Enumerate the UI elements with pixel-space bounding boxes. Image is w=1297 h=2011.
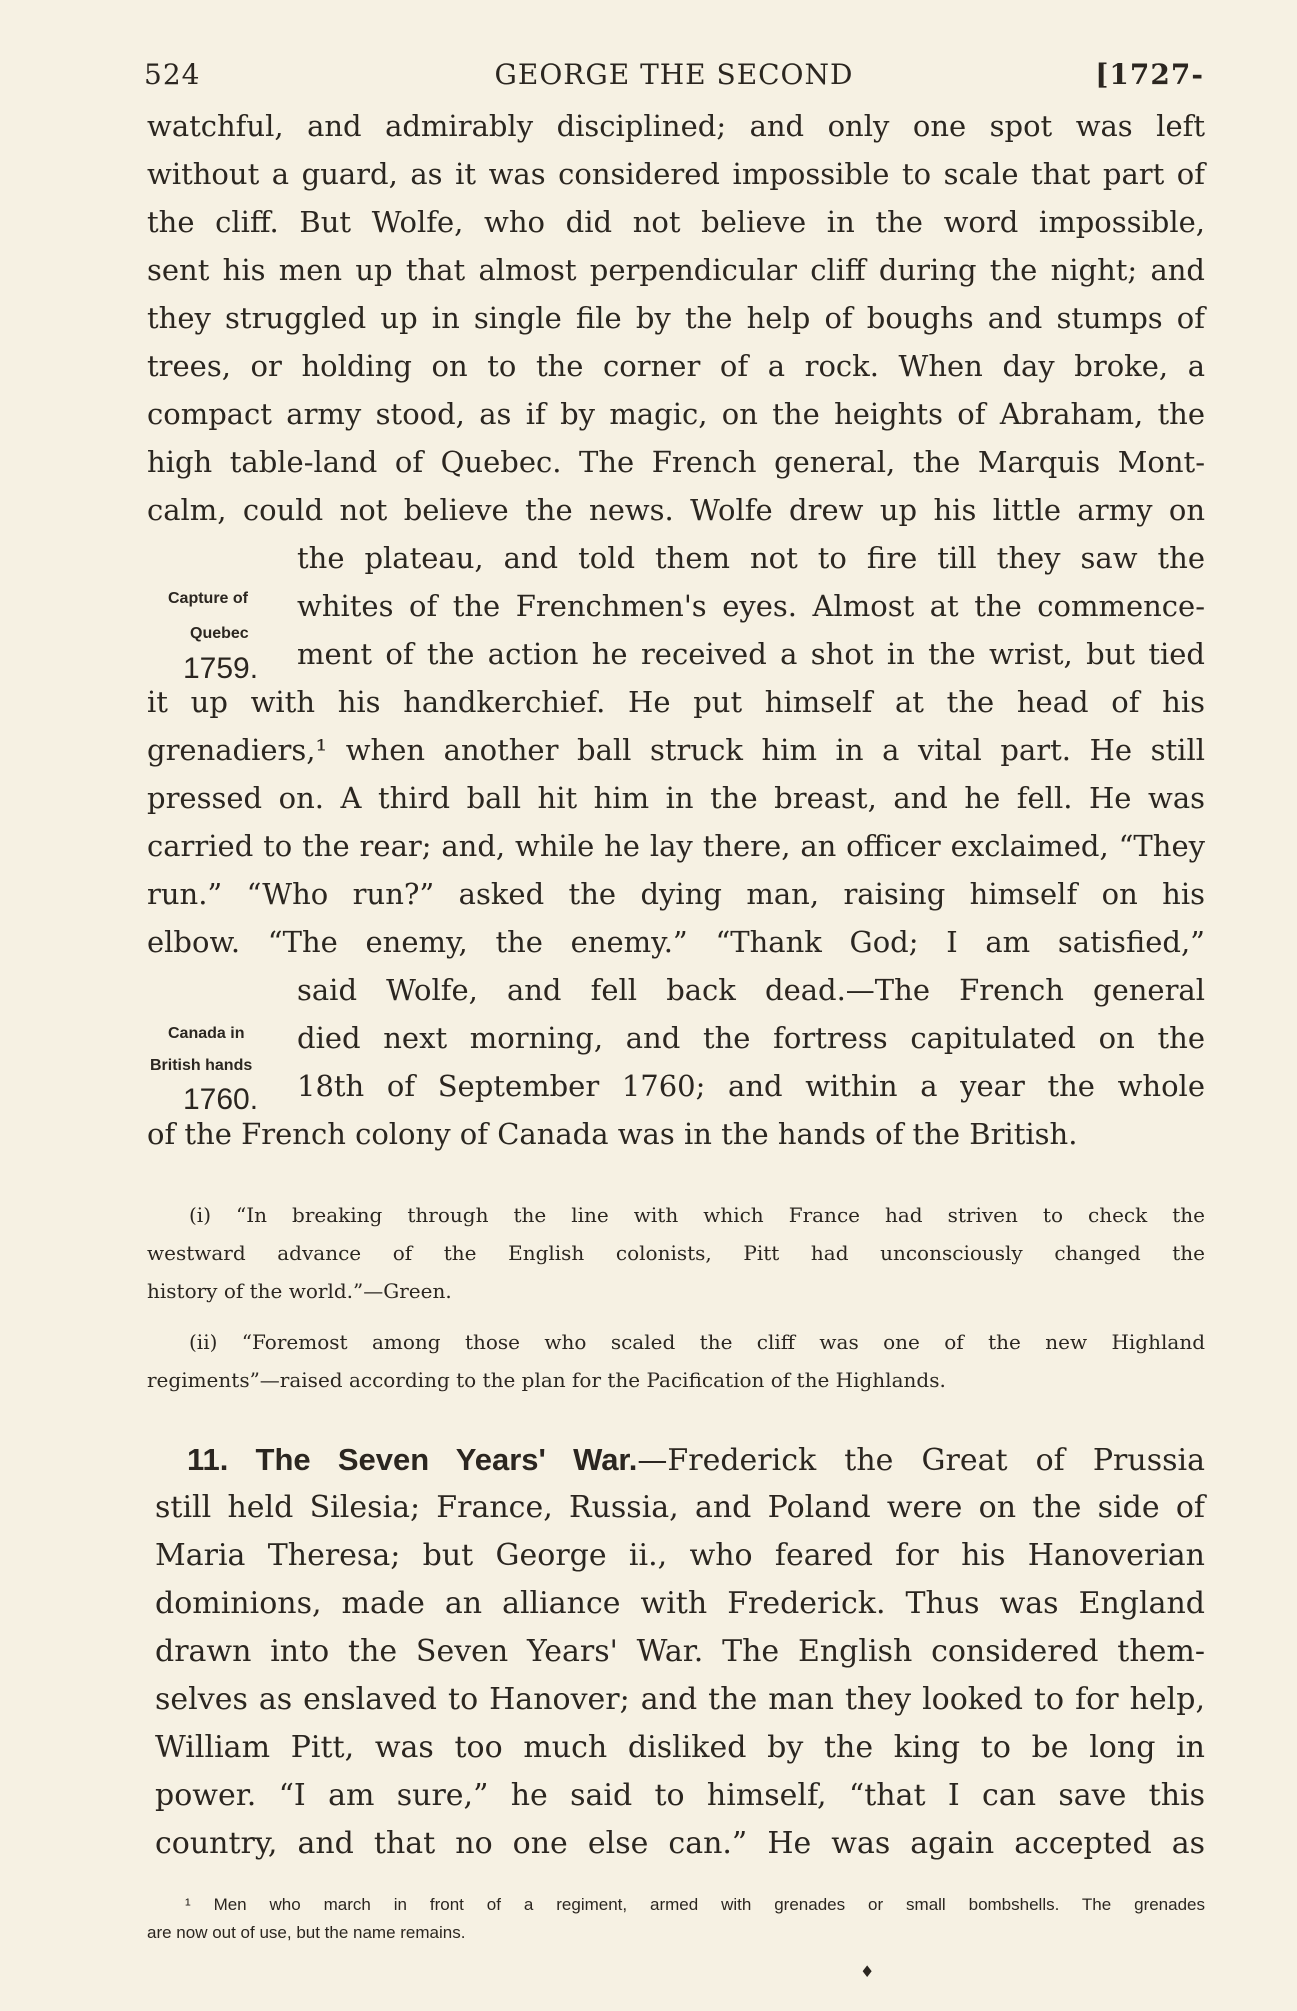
main-paragraph bbox=[147, 102, 1205, 1158]
text-line: drawn into the Seven Years' War. The English considered them- bbox=[155, 1634, 1205, 1669]
text-line: carried to the rear; and, while he lay there, an officer exclaimed, “They bbox=[147, 829, 1205, 863]
running-title: GEORGE THE SECOND bbox=[494, 58, 854, 91]
text-line: without a guard, as it was considered impossible to scale that part of bbox=[147, 157, 1205, 191]
page-header bbox=[144, 58, 1204, 98]
text-line: trees, or holding on to the corner of a rock. When day broke, a bbox=[147, 349, 1205, 383]
text-line: 18th of September 1760; and within a year the whole bbox=[297, 1069, 1205, 1103]
page-number: 524 bbox=[144, 58, 201, 91]
text-line: country, and that no one else can.” He was again accepted as bbox=[155, 1826, 1205, 1861]
section-heading: 11. The Seven Years' War. bbox=[187, 1442, 638, 1477]
text-line: run.” “Who run?” asked the dying man, raising himself on his bbox=[147, 877, 1205, 911]
margin-note-capture: Capture of bbox=[168, 590, 248, 607]
footnote-line: are now out of use, but the name remains. bbox=[147, 1923, 466, 1942]
note-ii bbox=[147, 1323, 1205, 1399]
text-line: dominions, made an alliance with Frederick. Thus was England bbox=[155, 1586, 1205, 1621]
text-line: died next morning, and the fortress capitulated on the bbox=[297, 1021, 1205, 1055]
text-line: the plateau, and told them not to fire till they saw the bbox=[297, 541, 1205, 575]
margin-note-british-hands: British hands bbox=[150, 1057, 253, 1074]
margin-note-canada: Canada in bbox=[168, 1025, 245, 1042]
text-line: they struggled up in single file by the help of boughs and stumps of bbox=[147, 301, 1205, 335]
text-line: the cliff. But Wolfe, who did not believe in the word impossible, bbox=[147, 205, 1205, 239]
printer-mark-icon: ♦ bbox=[860, 1962, 875, 1981]
text-line: William Pitt, was too much disliked by the king to be long in bbox=[155, 1730, 1205, 1765]
note-line: history of the world.”—Green. bbox=[147, 1279, 452, 1303]
text-line: compact army stood, as if by magic, on the heights of Abraham, the bbox=[147, 397, 1205, 431]
margin-year-1759: 1759. bbox=[183, 652, 259, 685]
text-line: whites of the Frenchmen's eyes. Almost at the commence- bbox=[297, 589, 1205, 623]
text-line: ment of the action he received a shot in the wrist, but tied bbox=[297, 637, 1205, 671]
note-line: westward advance of the English colonists, Pitt had unconsciously changed the bbox=[147, 1241, 1205, 1265]
text-line: power. “I am sure,” he said to himself, “that I can save this bbox=[155, 1778, 1205, 1813]
note-i bbox=[147, 1196, 1205, 1310]
margin-year-1760: 1760. bbox=[183, 1083, 259, 1116]
footnote-line: ¹ Men who march in front of a regiment, armed with grenades or small bombshells. The grenades bbox=[185, 1895, 1205, 1914]
text-line: watchful, and admirably disciplined; and only one spot was left bbox=[147, 109, 1205, 143]
text-line: it up with his handkerchief. He put himself at the head of his bbox=[147, 685, 1205, 719]
text-line: of the French colony of Canada was in the hands of the British. bbox=[147, 1117, 1078, 1151]
section-seven-years-war bbox=[155, 1436, 1205, 1868]
section-first-line bbox=[155, 1436, 1205, 1484]
text-line: calm, could not believe the news. Wolfe drew up his little army on bbox=[147, 493, 1205, 527]
margin-note-quebec: Quebec bbox=[190, 625, 249, 642]
text-line: high table-land of Quebec. The French general, the Marquis Mont- bbox=[147, 445, 1205, 479]
section-first-line-text: —Frederick the Great of Prussia bbox=[637, 1443, 1205, 1478]
footnote bbox=[147, 1891, 1205, 1947]
text-line: sent his men up that almost perpendicular cliff during the night; and bbox=[147, 253, 1205, 287]
note-line: (ii) “Foremost among those who scaled the cliff was one of the new Highland bbox=[189, 1330, 1205, 1354]
text-line: still held Silesia; France, Russia, and Poland were on the side of bbox=[155, 1490, 1205, 1525]
text-line: selves as enslaved to Hanover; and the man they looked to for help, bbox=[155, 1682, 1205, 1717]
text-line: elbow. “The enemy, the enemy.” “Thank God; I am satisfied,” bbox=[147, 925, 1205, 959]
text-line: pressed on. A third ball hit him in the breast, and he fell. He was bbox=[147, 781, 1205, 815]
text-line: said Wolfe, and fell back dead.—The French general bbox=[297, 973, 1205, 1007]
note-line: (i) “In breaking through the line with which France had striven to check the bbox=[189, 1203, 1205, 1227]
text-line: Maria Theresa; but George ii., who feared for his Hanoverian bbox=[155, 1538, 1205, 1573]
year-range: [1727- bbox=[1095, 58, 1204, 91]
note-line: regiments”—raised according to the plan for the Pacification of the Highlands. bbox=[147, 1368, 946, 1392]
text-line: grenadiers,¹ when another ball struck him in a vital part. He still bbox=[147, 733, 1205, 767]
